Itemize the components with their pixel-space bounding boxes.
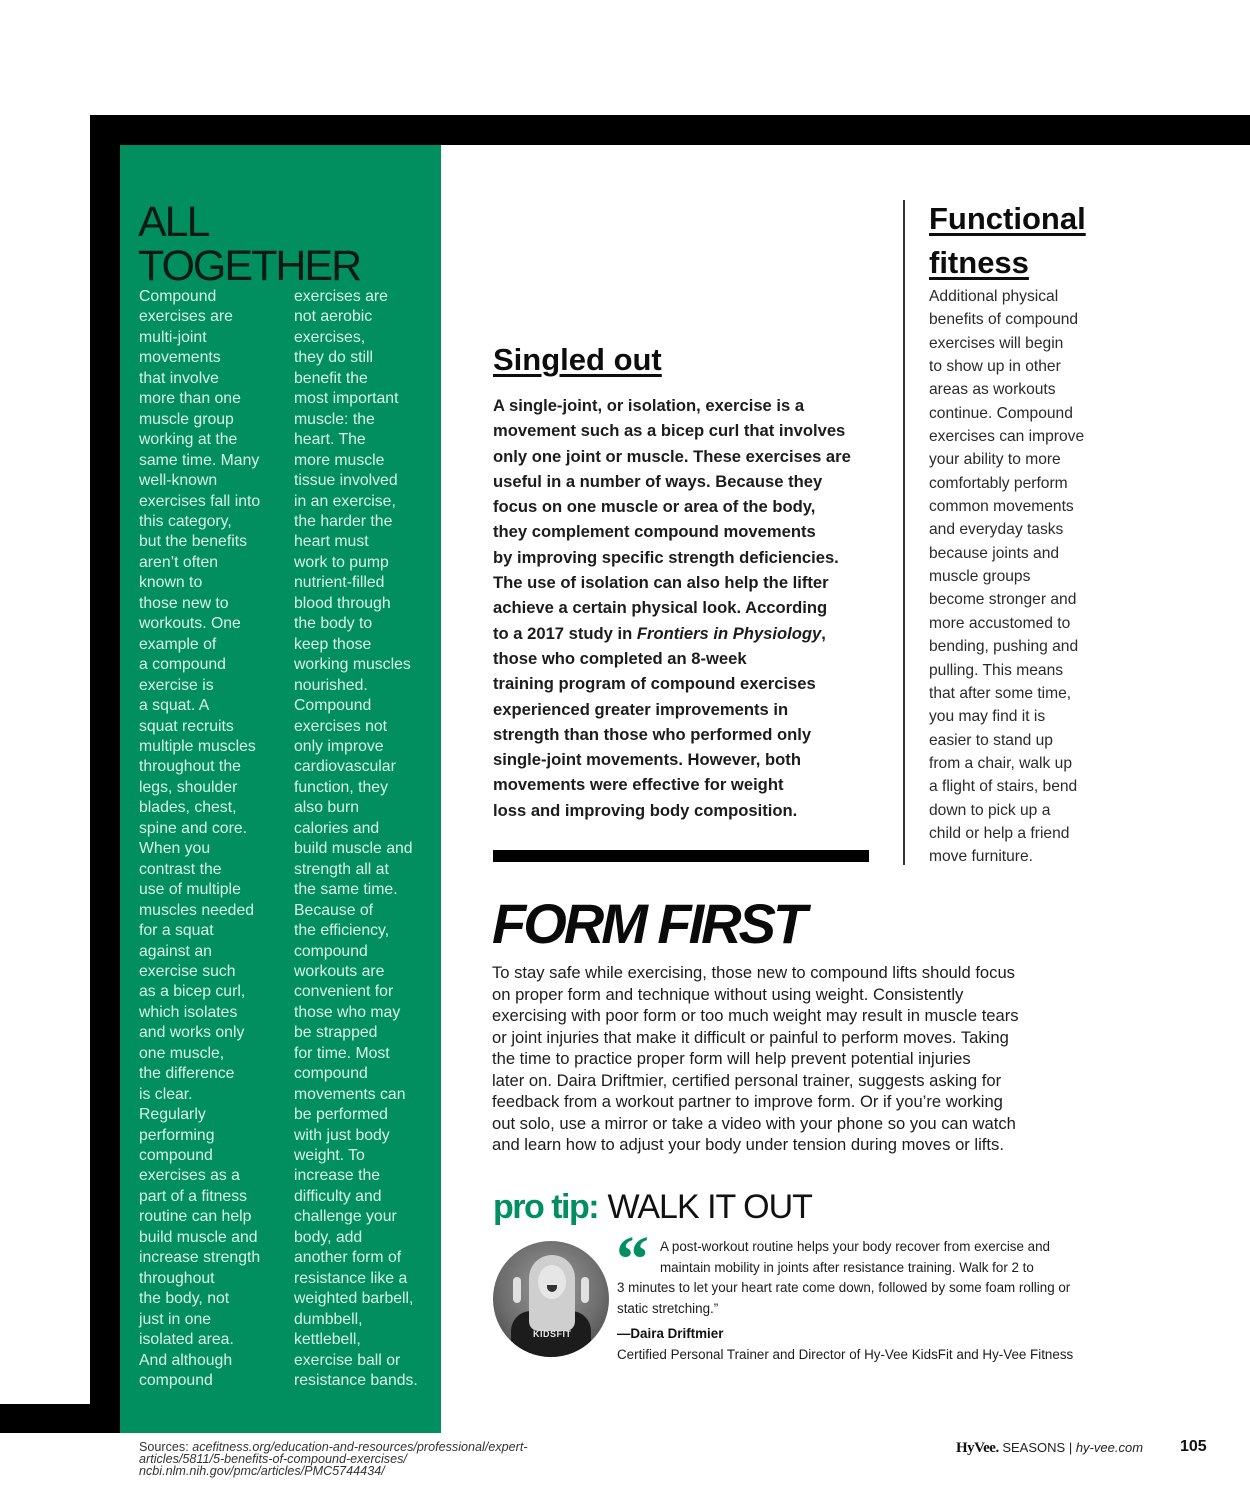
singled-out-body xyxy=(493,393,883,823)
form-first-heading: FORM FIRST xyxy=(492,892,805,955)
footer-separator: | xyxy=(1068,1440,1073,1455)
sidebar-column-1: Compound exercises are multi-joint movements that involve more than one muscle group working at the same time. Many well-known exercises fall into this category, but the benefits aren’t often known to those new to workouts. One example of a compound exercise is a squat. A squat recruits multiple muscles throughout the legs, shoulder blades, chest, spine and core. When you contrast the use of multiple muscles needed for a squat against an exercise such as a bicep curl, which isolates and works only one muscle, the difference is clear. Regularly performing compound exercises as a part of a fitness routine can help build muscle and increase strength throughout the body, not just in one isolated area. And although compound xyxy=(139,288,261,1390)
hyvee-logo: HyVee. xyxy=(956,1440,999,1456)
black-frame-left xyxy=(90,115,120,1405)
sidebar-column-2: exercises are not aerobic exercises, they do still benefit the most important muscle: the heart. The more muscle tissue involved in an exercise, the harder the heart must work to pump nutrient-filled blood through the body to keep those working muscles nourished. Compound exercises not only improve cardiovascular function, they also burn calories and build muscle and strength all at the same time. Because of the efficiency, compound workouts are convenient for those who may be strapped for time. Most compound movements can be performed with just body weight. To increase the difficulty and challenge your body, add another form of resistance like a weighted barbell, dumbbell, kettlebell, exercise ball or resistance bands. xyxy=(294,288,418,1390)
pro-tip-label: pro tip: xyxy=(493,1188,599,1226)
quote-author: —Daira Driftmier xyxy=(617,1326,724,1341)
column-divider xyxy=(903,200,905,865)
singled-out-heading: Singled out xyxy=(493,342,662,377)
page-number: 105 xyxy=(1180,1438,1207,1455)
singled-out-text-1: A single-joint, or isolation, exercise is a movement such as a bicep curl that involves only one joint or muscle. These exercises are useful in a number of ways. Because they focus on one muscle or area of the body, they complement compound movements by improving specific strength deficiencies. The use of isolation can also help the lifter achieve a certain physical look. According to a 2017 study in xyxy=(493,396,851,643)
photo-shirt-text: KIDSFIT xyxy=(533,1329,572,1339)
quote-author-role: Certified Personal Trainer and Director of Hy-Vee KidsFit and Hy-Vee Fitness xyxy=(617,1347,1074,1362)
form-first-body: To stay safe while exercising, those new to compound lifts should focus on proper form and technique without using weight. Consistently exercising with poor form or too much weight may result in muscle tears or joint injuries that make it difficult or painful to perform moves. Taking the time to practice proper form will help prevent potential injuries later on. Daira Driftmier, certified personal trainer, suggests asking for feedback from a workout partner to improve form. Or if you’re working out solo, use a mirror or take a video with your phone so you can watch and learn how to adjust your body under tension during moves or lifts. xyxy=(492,963,1019,1154)
quote-text-first: A post-workout routine helps your body recover from exercise and maintain mobility in joints after resistance training. Walk for 2 to xyxy=(660,1239,1051,1275)
magazine-name: SEASONS xyxy=(1002,1440,1066,1455)
section-divider xyxy=(493,850,869,862)
photo-hand-right xyxy=(581,1277,589,1303)
black-frame-top xyxy=(90,115,1250,145)
functional-fitness-body: Additional physical benefits of compound exercises will begin to show up in other areas as workouts continue. Compound exercises can improve your ability to more comfortably perform common movements and everyday tasks because joints and muscle groups become stronger and more accustomed to bending, pushing and pulling. This means that after some time, you may find it is easier to stand up from a chair, walk up a flight of stairs, bend down to pick up a child or help a friend move furniture. xyxy=(929,288,1085,866)
photo-hand-left xyxy=(513,1277,521,1303)
quote-mark-icon: “ xyxy=(616,1223,649,1296)
trainer-photo-icon xyxy=(493,1241,609,1357)
black-frame-bottom xyxy=(0,1404,120,1433)
singled-out-text-2: , those who completed an 8-week training program of compound exercises experienced greater improvements in strength than those who performed only single-joint movements. However, both movements were effective for weight loss and improving body composition. xyxy=(493,623,826,820)
sources xyxy=(139,1442,559,1477)
page-footer xyxy=(956,1440,1143,1457)
sources-links[interactable]: acefitness.org/education-and-resources/professional/expert- articles/5811/5-benefits-of-compound-exercises/ ncbi.nlm.nih.gov/pmc/articles/PMC5744434/ xyxy=(139,1440,528,1478)
journal-title: Frontiers in Physiology xyxy=(636,623,822,643)
pro-tip-title: WALK IT OUT xyxy=(607,1188,812,1226)
sidebar-title: ALL TOGETHER xyxy=(138,198,361,290)
quote-text-rest: 3 minutes to let your heart rate come down, followed by some foam rolling or static stretching.” xyxy=(617,1280,1071,1316)
sources-label: Sources: xyxy=(139,1440,193,1454)
photo-face xyxy=(538,1265,566,1299)
functional-fitness-heading: Functional fitness xyxy=(929,201,1086,280)
pro-tip-heading xyxy=(493,1185,812,1229)
footer-url[interactable]: hy-vee.com xyxy=(1075,1440,1144,1455)
